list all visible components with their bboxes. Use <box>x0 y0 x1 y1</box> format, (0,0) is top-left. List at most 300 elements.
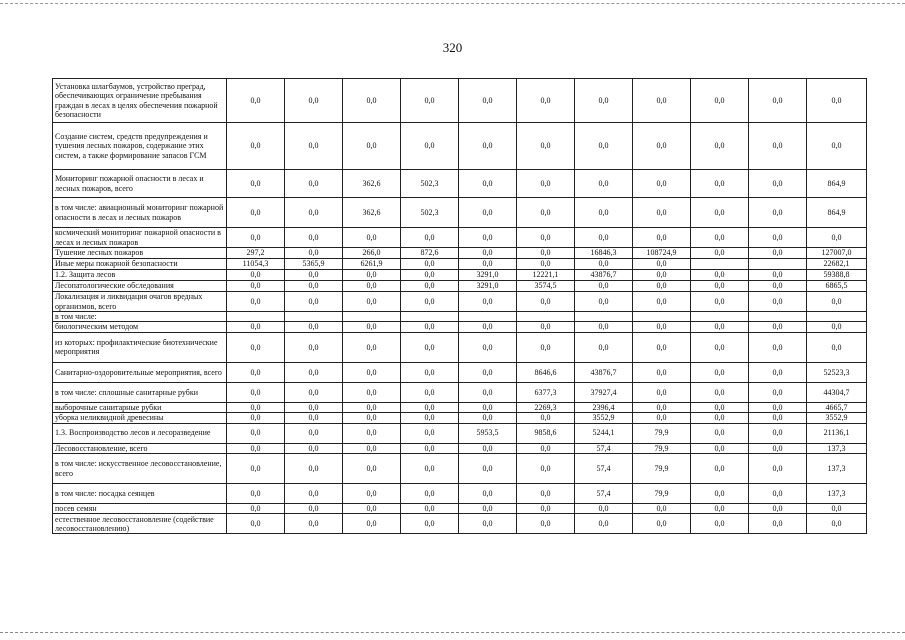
row-value: 0,0 <box>343 228 401 248</box>
row-value: 0,0 <box>633 413 691 423</box>
row-value: 0,0 <box>749 170 807 198</box>
row-value: 0,0 <box>633 270 691 281</box>
row-value: 0,0 <box>633 281 691 292</box>
row-value: 0,0 <box>285 281 343 292</box>
row-value: 864,9 <box>807 198 867 228</box>
row-value: 0,0 <box>459 413 517 423</box>
row-value: 0,0 <box>459 402 517 412</box>
row-value: 0,0 <box>691 322 749 332</box>
row-value: 0,0 <box>285 292 343 312</box>
row-value: 0,0 <box>807 322 867 332</box>
row-value: 0,0 <box>459 259 517 270</box>
row-value: 0,0 <box>401 382 459 402</box>
row-value: 0,0 <box>401 504 459 514</box>
row-value: 0,0 <box>343 402 401 412</box>
row-value: 6377,3 <box>517 382 575 402</box>
row-value: 0,0 <box>517 443 575 453</box>
row-value: 6865,5 <box>807 281 867 292</box>
row-value: 0,0 <box>227 332 285 362</box>
row-value: 0,0 <box>691 248 749 259</box>
row-value: 0,0 <box>517 332 575 362</box>
row-value: 0,0 <box>343 332 401 362</box>
table-row <box>53 270 867 281</box>
row-value: 0,0 <box>517 413 575 423</box>
row-value: 0,0 <box>401 484 459 504</box>
row-value: 0,0 <box>227 484 285 504</box>
row-value: 0,0 <box>459 322 517 332</box>
row-value: 0,0 <box>227 79 285 123</box>
table-row <box>53 413 867 423</box>
row-value: 22682,1 <box>807 259 867 270</box>
row-value: 0,0 <box>459 484 517 504</box>
row-value: 0,0 <box>285 504 343 514</box>
table-row <box>53 170 867 198</box>
row-value: 6261,9 <box>343 259 401 270</box>
row-value: 0,0 <box>575 514 633 534</box>
row-value: 864,9 <box>807 170 867 198</box>
row-value: 0,0 <box>691 228 749 248</box>
row-value: 0,0 <box>575 228 633 248</box>
row-value: 0,0 <box>459 228 517 248</box>
row-value: 0,0 <box>749 198 807 228</box>
row-value: 0,0 <box>401 423 459 443</box>
row-label: 1.2. Защита лесов <box>53 270 227 281</box>
row-value: 0,0 <box>459 504 517 514</box>
row-value: 4665,7 <box>807 402 867 412</box>
table-row <box>53 504 867 514</box>
row-value: 0,0 <box>633 362 691 382</box>
row-value: 0,0 <box>401 402 459 412</box>
row-value: 0,0 <box>285 443 343 453</box>
row-value: 9858,6 <box>517 423 575 443</box>
row-value: 0,0 <box>749 79 807 123</box>
row-value: 0,0 <box>343 362 401 382</box>
table-row <box>53 228 867 248</box>
table-row <box>53 423 867 443</box>
row-value: 0,0 <box>227 413 285 423</box>
row-value: 0,0 <box>343 281 401 292</box>
row-label: выборочные санитарные рубки <box>53 402 227 412</box>
row-value: 3552,9 <box>575 413 633 423</box>
row-value: 0,0 <box>401 270 459 281</box>
row-value <box>343 312 401 322</box>
row-value: 8646,6 <box>517 362 575 382</box>
row-value: 0,0 <box>343 454 401 484</box>
row-value: 5365,9 <box>285 259 343 270</box>
row-value: 0,0 <box>227 198 285 228</box>
row-value: 0,0 <box>633 170 691 198</box>
row-value: 0,0 <box>575 504 633 514</box>
row-value: 0,0 <box>343 79 401 123</box>
row-value: 0,0 <box>459 332 517 362</box>
row-value: 0,0 <box>749 423 807 443</box>
row-value: 0,0 <box>633 332 691 362</box>
row-value: 0,0 <box>227 270 285 281</box>
row-label: естественное лесовосстановление (содействие лесовосстановлению) <box>53 514 227 534</box>
row-value <box>227 312 285 322</box>
row-value: 2269,3 <box>517 402 575 412</box>
row-label: Установка шлагбаумов, устройство преград, обеспечивающих ограничение пребывания граждан в лесах в целях обеспечения пожарной безопасности <box>53 79 227 123</box>
row-value: 0,0 <box>227 402 285 412</box>
row-value: 16846,3 <box>575 248 633 259</box>
row-value: 37927,4 <box>575 382 633 402</box>
row-value: 0,0 <box>227 281 285 292</box>
row-value: 0,0 <box>517 514 575 534</box>
table-body <box>53 79 867 534</box>
row-value: 0,0 <box>285 514 343 534</box>
row-value: 57,4 <box>575 454 633 484</box>
row-label: космический мониторинг пожарной опасности в лесах и лесных пожаров <box>53 228 227 248</box>
row-value: 0,0 <box>459 454 517 484</box>
row-value: 297,2 <box>227 248 285 259</box>
row-value: 0,0 <box>691 382 749 402</box>
row-value: 872,6 <box>401 248 459 259</box>
row-value: 3574,5 <box>517 281 575 292</box>
row-value: 0,0 <box>401 514 459 534</box>
row-value: 0,0 <box>401 413 459 423</box>
row-value: 0,0 <box>459 514 517 534</box>
row-label: Санитарно-оздоровительные мероприятия, всего <box>53 362 227 382</box>
table-row <box>53 259 867 270</box>
row-value: 0,0 <box>285 170 343 198</box>
row-value: 0,0 <box>691 332 749 362</box>
table-row <box>53 281 867 292</box>
row-value: 0,0 <box>807 514 867 534</box>
row-value: 0,0 <box>401 281 459 292</box>
row-value: 0,0 <box>807 292 867 312</box>
row-value: 12221,1 <box>517 270 575 281</box>
row-label: в том числе: <box>53 312 227 322</box>
row-value: 0,0 <box>575 322 633 332</box>
row-value: 362,6 <box>343 170 401 198</box>
row-value: 0,0 <box>227 322 285 332</box>
row-value: 0,0 <box>575 332 633 362</box>
row-value: 0,0 <box>633 322 691 332</box>
row-value: 0,0 <box>633 292 691 312</box>
row-value: 0,0 <box>401 322 459 332</box>
row-value: 0,0 <box>749 248 807 259</box>
row-value: 0,0 <box>691 292 749 312</box>
row-value: 0,0 <box>459 198 517 228</box>
row-value: 0,0 <box>575 281 633 292</box>
row-value: 57,4 <box>575 484 633 504</box>
row-value: 108724,9 <box>633 248 691 259</box>
row-value: 0,0 <box>401 123 459 170</box>
row-value: 0,0 <box>691 79 749 123</box>
row-value: 0,0 <box>691 123 749 170</box>
row-value: 0,0 <box>575 259 633 270</box>
row-label: биологическим методом <box>53 322 227 332</box>
row-value: 0,0 <box>227 228 285 248</box>
row-value: 0,0 <box>749 382 807 402</box>
row-value: 0,0 <box>459 382 517 402</box>
row-value: 79,9 <box>633 423 691 443</box>
row-value: 0,0 <box>401 362 459 382</box>
row-label: уборка неликвидной древесины <box>53 413 227 423</box>
row-value: 0,0 <box>227 423 285 443</box>
row-value: 0,0 <box>227 443 285 453</box>
row-value: 0,0 <box>459 170 517 198</box>
row-value: 0,0 <box>285 79 343 123</box>
row-value: 0,0 <box>633 123 691 170</box>
row-label: в том числе: искусственное лесовосстановление, всего <box>53 454 227 484</box>
top-scan-edge <box>0 3 905 5</box>
row-value: 0,0 <box>285 413 343 423</box>
row-value: 0,0 <box>285 402 343 412</box>
row-value: 0,0 <box>691 402 749 412</box>
table-row <box>53 248 867 259</box>
row-value: 0,0 <box>633 259 691 270</box>
row-value: 0,0 <box>633 514 691 534</box>
row-value: 0,0 <box>749 123 807 170</box>
row-value: 0,0 <box>343 423 401 443</box>
row-value: 502,3 <box>401 198 459 228</box>
row-value: 0,0 <box>749 504 807 514</box>
row-value: 0,0 <box>343 443 401 453</box>
row-value: 0,0 <box>749 362 807 382</box>
row-value: 0,0 <box>749 484 807 504</box>
row-label: Создание систем, средств предупреждения и тушения лесных пожаров, содержание этих систем, а также формирование запасов ГСМ <box>53 123 227 170</box>
row-value: 0,0 <box>401 292 459 312</box>
row-value: 0,0 <box>807 332 867 362</box>
row-label: Тушение лесных пожаров <box>53 248 227 259</box>
row-value: 0,0 <box>691 504 749 514</box>
row-value: 0,0 <box>691 484 749 504</box>
row-label: 1.3. Воспроизводство лесов и лесоразведение <box>53 423 227 443</box>
row-value: 0,0 <box>285 332 343 362</box>
row-label: из которых: профилактические биотехнические мероприятия <box>53 332 227 362</box>
row-value: 0,0 <box>691 362 749 382</box>
table-row <box>53 332 867 362</box>
row-value: 0,0 <box>401 454 459 484</box>
row-value: 362,6 <box>343 198 401 228</box>
row-value: 0,0 <box>517 484 575 504</box>
row-value: 3552,9 <box>807 413 867 423</box>
row-value: 0,0 <box>343 292 401 312</box>
row-value: 79,9 <box>633 454 691 484</box>
table-row <box>53 382 867 402</box>
row-value: 0,0 <box>749 332 807 362</box>
row-value: 57,4 <box>575 443 633 453</box>
row-value: 0,0 <box>517 228 575 248</box>
row-value: 0,0 <box>227 123 285 170</box>
row-value: 0,0 <box>691 423 749 443</box>
row-value: 0,0 <box>633 79 691 123</box>
row-label: Локализация и ликвидация очагов вредных организмов, всего <box>53 292 227 312</box>
row-value: 0,0 <box>343 514 401 534</box>
row-value: 137,3 <box>807 443 867 453</box>
row-value <box>691 259 749 270</box>
table-row <box>53 312 867 322</box>
row-value: 0,0 <box>285 248 343 259</box>
row-value: 0,0 <box>633 198 691 228</box>
row-value: 0,0 <box>227 170 285 198</box>
row-value: 0,0 <box>575 170 633 198</box>
table-row <box>53 402 867 412</box>
row-value: 0,0 <box>285 228 343 248</box>
row-value: 0,0 <box>401 259 459 270</box>
table-row <box>53 484 867 504</box>
page-number: 320 <box>442 40 463 55</box>
row-value: 127007,0 <box>807 248 867 259</box>
row-value: 52523,3 <box>807 362 867 382</box>
row-value <box>575 312 633 322</box>
row-value: 137,3 <box>807 484 867 504</box>
row-value <box>401 312 459 322</box>
row-value: 0,0 <box>517 198 575 228</box>
row-value: 0,0 <box>343 123 401 170</box>
row-value: 0,0 <box>285 382 343 402</box>
row-value: 0,0 <box>749 402 807 412</box>
row-value: 266,0 <box>343 248 401 259</box>
row-value: 0,0 <box>517 454 575 484</box>
row-value: 0,0 <box>749 514 807 534</box>
table-row <box>53 292 867 312</box>
row-value: 3291,0 <box>459 270 517 281</box>
row-value: 0,0 <box>807 228 867 248</box>
row-value: 0,0 <box>691 270 749 281</box>
row-value: 0,0 <box>227 292 285 312</box>
row-label: посев семян <box>53 504 227 514</box>
table-row <box>53 198 867 228</box>
row-value <box>459 312 517 322</box>
row-value: 0,0 <box>227 504 285 514</box>
row-value: 0,0 <box>749 454 807 484</box>
row-value: 0,0 <box>459 123 517 170</box>
row-label: Иные меры пожарной безопасности <box>53 259 227 270</box>
row-value: 0,0 <box>343 484 401 504</box>
row-value: 0,0 <box>285 454 343 484</box>
table-row <box>53 79 867 123</box>
row-value: 0,0 <box>691 443 749 453</box>
row-value: 79,9 <box>633 484 691 504</box>
row-value: 0,0 <box>343 504 401 514</box>
row-value: 0,0 <box>227 514 285 534</box>
row-value <box>517 312 575 322</box>
row-value: 2396,4 <box>575 402 633 412</box>
bottom-scan-edge <box>0 632 905 634</box>
row-value: 11054,3 <box>227 259 285 270</box>
table-row <box>53 443 867 453</box>
row-value: 0,0 <box>749 413 807 423</box>
row-label: в том числе: посадка сеянцев <box>53 484 227 504</box>
row-value: 0,0 <box>749 228 807 248</box>
row-value: 0,0 <box>285 123 343 170</box>
row-value: 59388,8 <box>807 270 867 281</box>
row-value: 0,0 <box>459 443 517 453</box>
row-value: 0,0 <box>633 504 691 514</box>
row-value <box>691 312 749 322</box>
row-value: 0,0 <box>517 259 575 270</box>
row-value: 0,0 <box>749 292 807 312</box>
row-value: 0,0 <box>343 270 401 281</box>
row-value: 0,0 <box>749 322 807 332</box>
row-value: 0,0 <box>459 248 517 259</box>
row-value: 0,0 <box>517 79 575 123</box>
row-value: 137,3 <box>807 454 867 484</box>
row-value: 0,0 <box>691 413 749 423</box>
row-value: 0,0 <box>633 382 691 402</box>
row-value: 0,0 <box>691 454 749 484</box>
row-value: 0,0 <box>227 382 285 402</box>
row-value: 0,0 <box>343 322 401 332</box>
row-value: 0,0 <box>749 281 807 292</box>
row-value: 0,0 <box>691 281 749 292</box>
row-value: 0,0 <box>285 423 343 443</box>
row-value: 0,0 <box>633 402 691 412</box>
row-value <box>807 312 867 322</box>
row-value: 0,0 <box>575 198 633 228</box>
row-value: 0,0 <box>807 504 867 514</box>
row-value: 0,0 <box>401 79 459 123</box>
row-value: 79,9 <box>633 443 691 453</box>
table-row <box>53 123 867 170</box>
row-value: 5244,1 <box>575 423 633 443</box>
row-value: 0,0 <box>691 198 749 228</box>
row-value: 0,0 <box>575 79 633 123</box>
row-value: 0,0 <box>343 413 401 423</box>
row-value: 0,0 <box>227 454 285 484</box>
row-value: 502,3 <box>401 170 459 198</box>
row-value: 21136,1 <box>807 423 867 443</box>
row-value: 0,0 <box>517 248 575 259</box>
row-value: 0,0 <box>401 332 459 362</box>
row-value: 0,0 <box>459 292 517 312</box>
row-value: 0,0 <box>285 322 343 332</box>
row-value: 0,0 <box>575 123 633 170</box>
row-value: 0,0 <box>285 198 343 228</box>
row-value: 0,0 <box>459 362 517 382</box>
table-row <box>53 362 867 382</box>
row-value: 0,0 <box>285 362 343 382</box>
row-label: Лесовосстановление, всего <box>53 443 227 453</box>
row-value: 0,0 <box>285 270 343 281</box>
row-value: 0,0 <box>517 292 575 312</box>
row-value: 0,0 <box>517 322 575 332</box>
row-value: 0,0 <box>401 443 459 453</box>
row-value: 0,0 <box>633 228 691 248</box>
row-value: 43876,7 <box>575 270 633 281</box>
table-row <box>53 454 867 484</box>
row-value: 0,0 <box>807 123 867 170</box>
row-value: 0,0 <box>807 79 867 123</box>
row-value: 0,0 <box>459 79 517 123</box>
row-value: 0,0 <box>517 123 575 170</box>
row-label: в том числе: сплошные санитарные рубки <box>53 382 227 402</box>
row-value: 0,0 <box>343 382 401 402</box>
row-value: 0,0 <box>691 514 749 534</box>
row-value: 0,0 <box>575 292 633 312</box>
row-value: 0,0 <box>227 362 285 382</box>
row-value: 3291,0 <box>459 281 517 292</box>
table-row <box>53 322 867 332</box>
row-value <box>749 259 807 270</box>
row-value <box>285 312 343 322</box>
row-value: 0,0 <box>285 484 343 504</box>
row-value: 0,0 <box>517 170 575 198</box>
row-value: 0,0 <box>749 443 807 453</box>
row-value: 0,0 <box>517 504 575 514</box>
row-label: в том числе: авиационный мониторинг пожарной опасности в лесах и лесных пожаров <box>53 198 227 228</box>
row-value: 0,0 <box>749 270 807 281</box>
row-value: 0,0 <box>401 228 459 248</box>
row-label: Лесопатологические обследования <box>53 281 227 292</box>
row-value: 5953,5 <box>459 423 517 443</box>
row-value <box>749 312 807 322</box>
row-value: 0,0 <box>691 170 749 198</box>
table-row <box>53 514 867 534</box>
row-value <box>633 312 691 322</box>
